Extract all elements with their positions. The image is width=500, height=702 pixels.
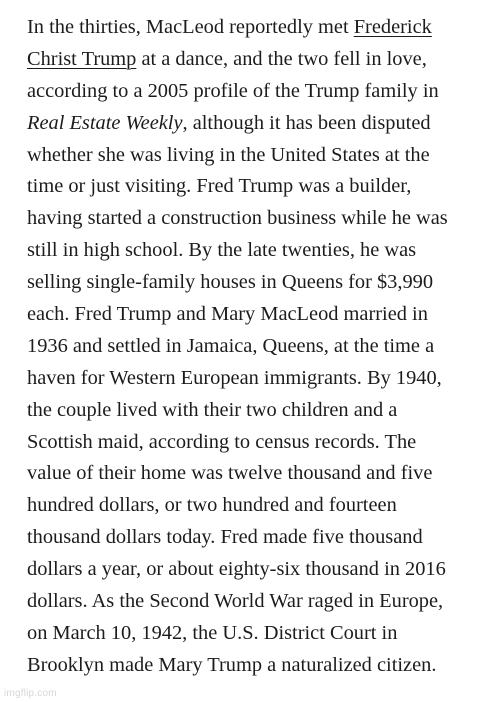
text-line: selling single-family houses in Queens for $3,990 (27, 271, 434, 294)
text-line: Scottish maid, according to census records. The (27, 430, 417, 453)
publication-title: Real Estate Weekly (27, 111, 183, 134)
imgflip-watermark: imgflip.com (4, 688, 57, 699)
text-line: Brooklyn made Mary Trump a naturalized citizen. (27, 653, 437, 676)
text-segment: In the thirties, MacLeod reportedly met (27, 16, 354, 38)
article-paragraph (27, 12, 493, 682)
frederick-christ-trump-link[interactable]: Frederick (353, 16, 432, 38)
text-line: whether she was living in the United States at the (27, 143, 430, 166)
text-segment: , although it has been disputed (182, 111, 431, 134)
text-line: the couple lived with their two children and a (27, 398, 398, 421)
text-line (27, 108, 493, 140)
text-line: dollars. As the Second World War raged in Europe, (27, 590, 444, 613)
text-line: time or just visiting. Fred Trump was a builder, (27, 175, 412, 198)
text-line: hundred dollars, or two hundred and fourteen (27, 494, 397, 517)
text-line (27, 12, 493, 44)
text-line: still in high school. By the late twenties, he was (27, 239, 417, 262)
text-line (27, 44, 493, 76)
text-segment: at a dance, and the two fell in love, (136, 47, 427, 70)
text-line: haven for Western European immigrants. By 1940, (27, 366, 442, 389)
text-line: each. Fred Trump and Mary MacLeod married in (27, 303, 428, 326)
text-line: on March 10, 1942, the U.S. District Court in (27, 621, 398, 644)
text-line: value of their home was twelve thousand and five (27, 462, 433, 485)
text-line: having started a construction business while he was (27, 207, 448, 230)
text-line: dollars a year, or about eighty-six thousand in 2016 (27, 558, 446, 581)
text-line: thousand dollars today. Fred made five thousand (27, 526, 423, 549)
text-line: according to a 2005 profile of the Trump family in (27, 79, 439, 102)
text-line: 1936 and settled in Jamaica, Queens, at the time a (27, 334, 435, 357)
frederick-christ-trump-link[interactable]: Christ Trump (27, 47, 137, 70)
